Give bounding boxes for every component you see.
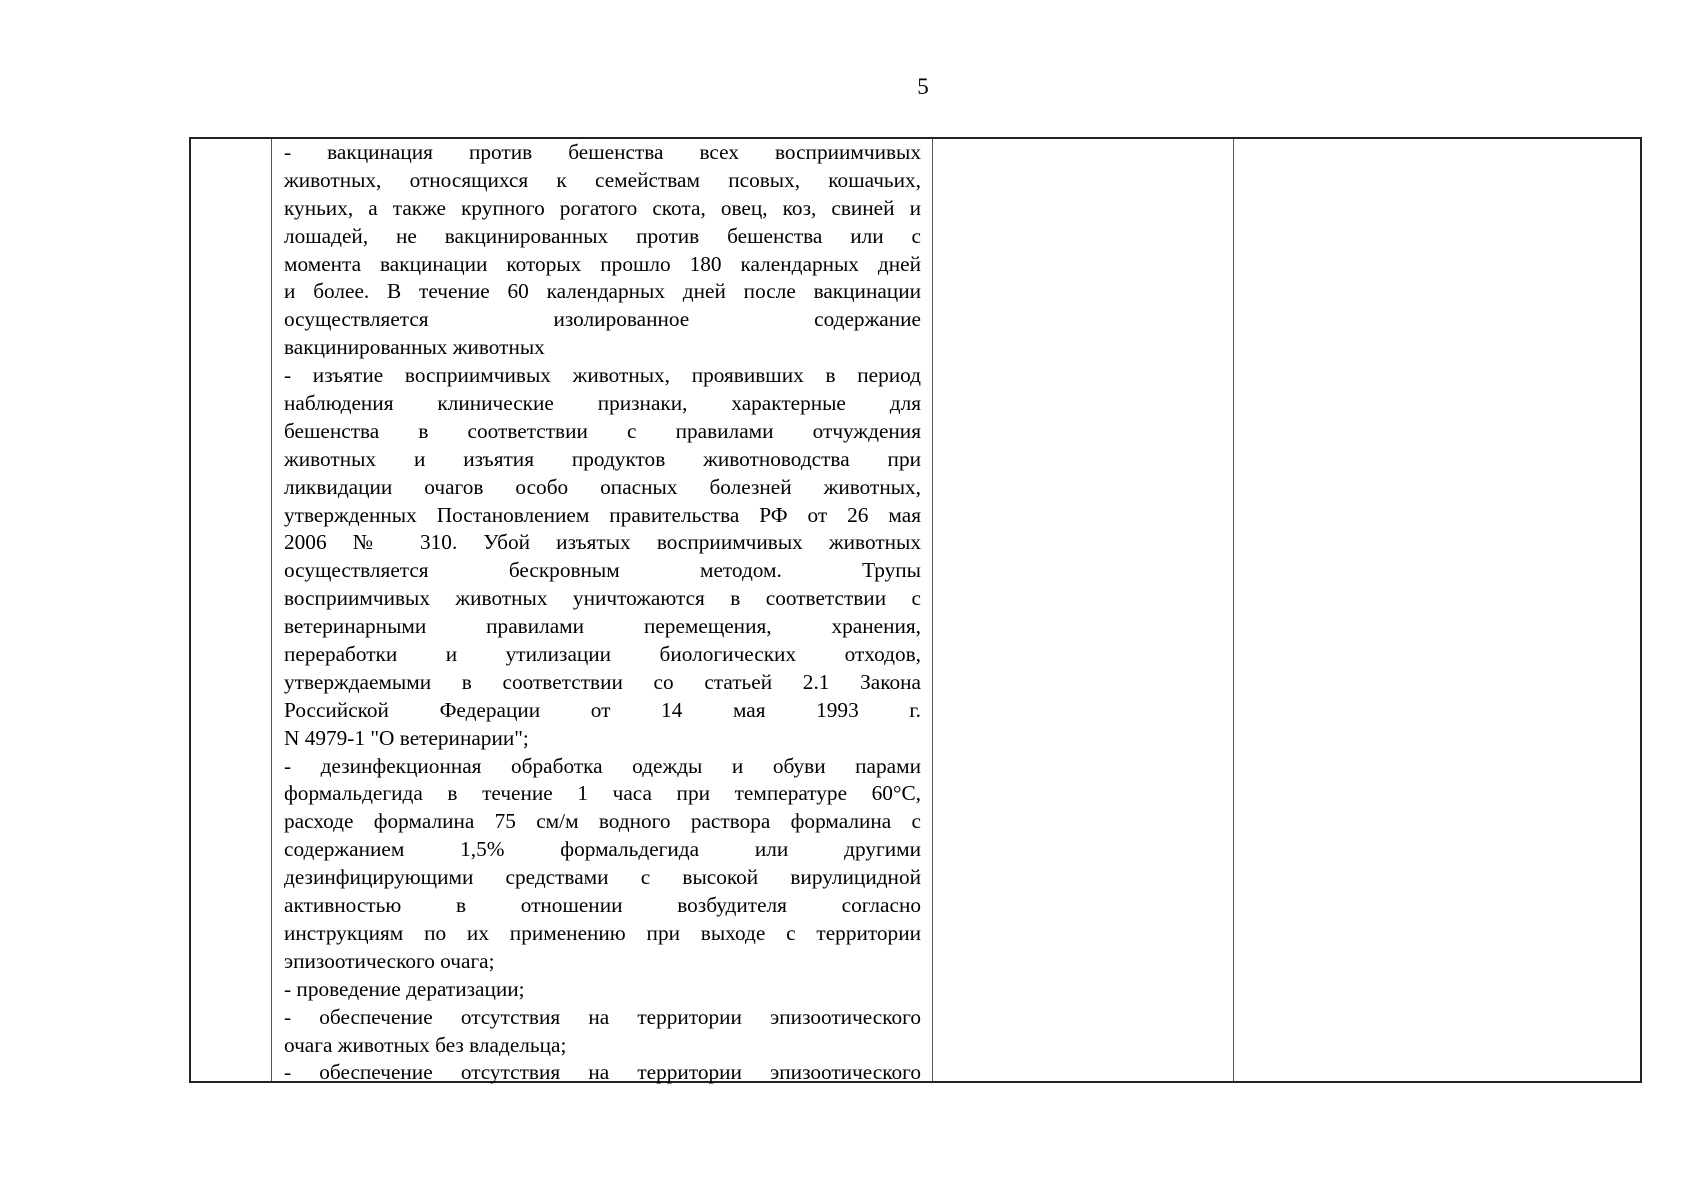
- text-line: - обеспечение отсутствия на территории эпизоотического: [284, 1060, 921, 1085]
- text-line: эпизоотического очага;: [284, 948, 495, 973]
- text-line: наблюдения клинические признаки, характерные для: [284, 391, 921, 416]
- text-line: N 4979-1 "О ветеринарии";: [284, 725, 529, 750]
- text-line: - вакцинация против бешенства всех восприимчивых: [284, 140, 921, 164]
- text-line: животных, относящихся к семействам псовых, кошачьих,: [284, 167, 921, 192]
- measures-cell-text: [284, 139, 921, 1087]
- text-line: переработки и утилизации биологических отходов,: [284, 642, 921, 667]
- text-line: дезинфицирующими средствами с высокой вирулицидной: [284, 865, 921, 890]
- text-line: инструкциям по их применению при выходе с территории: [284, 920, 921, 945]
- text-line: утверждаемыми в соответствии со статьей 2.1 Закона: [284, 669, 921, 694]
- column-divider: [932, 139, 933, 1081]
- text-line: ликвидации очагов особо опасных болезней животных,: [284, 474, 921, 499]
- text-line: - обеспечение отсутствия на территории эпизоотического: [284, 1004, 921, 1029]
- column-divider: [1233, 139, 1234, 1081]
- text-line: Российской Федерации от 14 мая 1993 г.: [284, 697, 921, 722]
- text-line: 2006 № 310. Убой изъятых восприимчивых животных: [284, 530, 921, 555]
- text-line: расходе формалина 75 см/м водного раствора формалина с: [284, 809, 921, 834]
- text-line: ветеринарными правилами перемещения, хранения,: [284, 614, 921, 639]
- text-line: осуществляется бескровным методом. Трупы: [284, 558, 921, 583]
- page-number: 5: [917, 74, 929, 99]
- text-line: восприимчивых животных уничтожаются в соответствии с: [284, 586, 921, 611]
- text-line: животных и изъятия продуктов животноводства при: [284, 446, 921, 471]
- text-line: - изъятие восприимчивых животных, проявивших в период: [284, 363, 921, 388]
- text-line: осуществляется изолированное содержание: [284, 307, 921, 332]
- text-line: и более. В течение 60 календарных дней после вакцинации: [284, 279, 921, 304]
- text-line: очага животных без владельца;: [284, 1032, 567, 1057]
- text-line: - проведение дератизации;: [284, 976, 525, 1001]
- text-line: утвержденных Постановлением правительства РФ от 26 мая: [284, 502, 921, 527]
- text-line: лошадей, не вакцинированных против бешенства или с: [284, 223, 921, 248]
- text-line: вакцинированных животных: [284, 335, 545, 360]
- text-line: - дезинфекционная обработка одежды и обуви парами: [284, 753, 921, 778]
- text-line: содержанием 1,5% формальдегида или другими: [284, 837, 921, 862]
- text-line: куньих, а также крупного рогатого скота, овец, коз, свиней и: [284, 195, 921, 220]
- text-line: момента вакцинации которых прошло 180 календарных дней: [284, 251, 921, 276]
- text-line: формальдегида в течение 1 часа при температуре 60°С,: [284, 781, 921, 806]
- column-divider: [271, 139, 272, 1081]
- text-line: активностью в отношении возбудителя согласно: [284, 893, 921, 918]
- text-line: бешенства в соответствии с правилами отчуждения: [284, 418, 921, 443]
